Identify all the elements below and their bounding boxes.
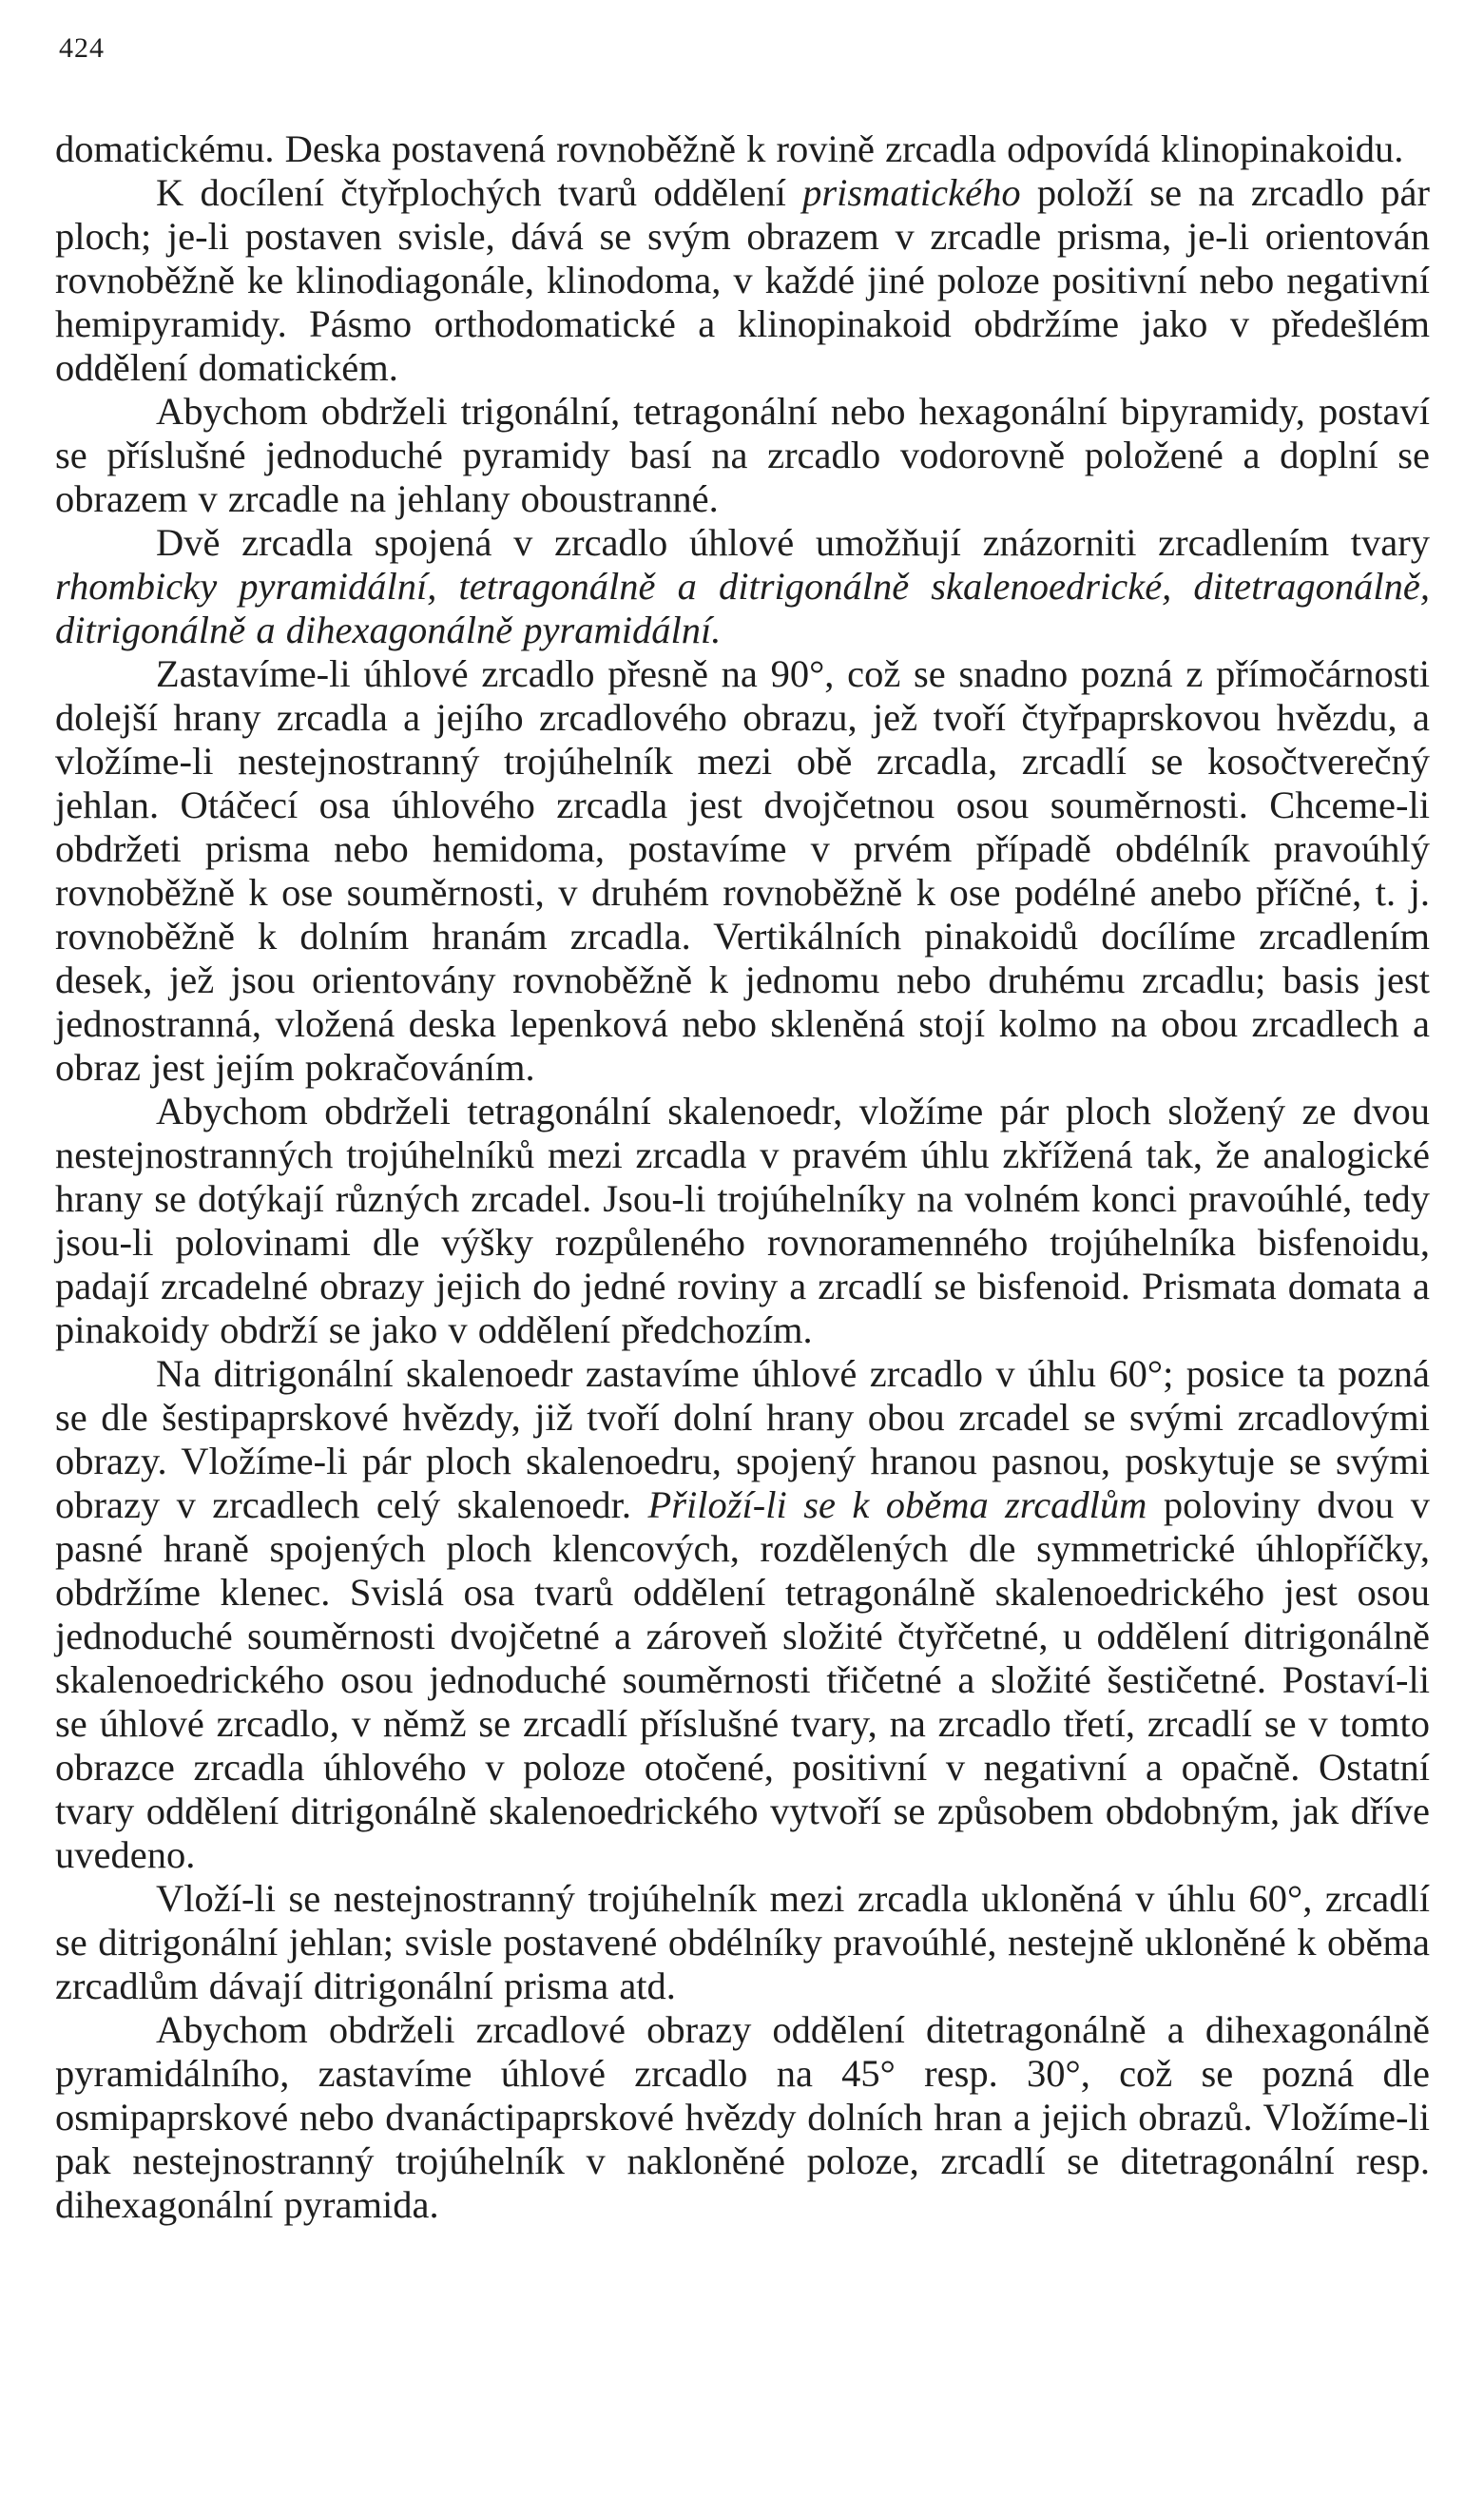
text-segment: Abychom obdrželi tetragonální skalenoedr, vložíme pár ploch složený ze dvou nestejnostranných trojúhelníků mezi zrcadla v pravém úhlu zkřížená tak, že analogické hrany se dotýkají různých zrcadel. Jsou-li trojúhelníky na volném konci pravoúhlé, tedy jsou-li polovinami dle výšky rozpůleného rovnoramenného trojúhelníka bisfenoidu, padají zrcadelné obrazy jejich do jedné roviny a zrcadlí se bisfenoid. Prismata domata a pinakoidy obdrží se jako v oddělení předchozím. xyxy=(55,1090,1430,1351)
text-segment: Dvě zrcadla spojená v zrcadlo úhlové umožňují znázorniti zrcadlením tvary xyxy=(156,521,1430,564)
italic-text-segment: Přiloží-li se k oběma zrcadlům xyxy=(647,1483,1147,1526)
page-number: 424 xyxy=(59,32,105,64)
paragraph xyxy=(55,521,1430,652)
italic-text-segment: prismatického xyxy=(802,171,1021,214)
paragraph xyxy=(55,1352,1430,1877)
paragraph xyxy=(55,652,1430,1090)
text-segment: Vloží-li se nestejnostranný trojúhelník mezi zrcadla ukloněná v úhlu 60°, zrcadlí se ditrigonální jehlan; svisle postavené obdélníky pravoúhlé, nestejně ukloněné k oběma zrcadlům dávají ditrigonální prisma atd. xyxy=(55,1877,1430,2007)
text-segment: položí se na zrcadlo pár ploch; je-li postaven svisle, dává se svým obrazem v zrcadle prisma, je-li orientován rovnoběžně ke klinodiagonále, klinodoma, v každé jiné poloze positivní nebo negativní hemipyramidy. Pásmo orthodomatické a klinopinakoid obdržíme jako v předešlém oddělení domatickém. xyxy=(55,171,1430,389)
body-text xyxy=(55,127,1430,2227)
text-segment: Abychom obdrželi trigonální, tetragonální nebo hexagonální bipyramidy, postaví se příslušné jednoduché pyramidy basí na zrcadlo vodorovně položené a doplní se obrazem v zrcadle na jehlany oboustranné. xyxy=(55,390,1430,520)
paragraph xyxy=(55,1090,1430,1352)
text-segment: Zastavíme-li úhlové zrcadlo přesně na 90°, což se snadno pozná z přímočárnosti dolejší hrany zrcadla a jejího zrcadlového obrazu, jež tvoří čtyřpaprskovou hvězdu, a vložíme-li nestejnostranný trojúhelník mezi obě zrcadla, zrcadlí se kosočtverečný jehlan. Otáčecí osa úhlového zrcadla jest dvojčetnou osou souměrnosti. Chceme-li obdržeti prisma nebo hemidoma, postavíme v prvém případě obdélník pravoúhlý rovnoběžně k ose souměrnosti, v druhém rovnoběžně k ose podélné anebo příčné, t. j. rovnoběžně k dolním hranám zrcadla. Vertikálních pinakoidů docílíme zrcadlením desek, jež jsou orientovány rovnoběžně k jednomu nebo druhému zrcadlu; basis jest jednostranná, vložená deska lepenková nebo skleněná stojí kolmo na obou zrcadlech a obraz jest jejím pokračováním. xyxy=(55,652,1430,1089)
text-segment: domatickému. Deska postavená rovnoběžně k rovině zrcadla odpovídá klinopinakoidu. xyxy=(55,127,1404,170)
paragraph xyxy=(55,390,1430,521)
text-segment: Na ditrigonální skalenoedr zastavíme úhlové zrcadlo v úhlu 60°; posice ta pozná se dle šestipaprskové hvězdy, již tvoří dolní hrany obou zrcadel se svými zrcadlovými obrazy. Vložíme-li pár ploch skalenoedru, spojený hranou pasnou, poskytuje se svými obrazy v zrcadlech celý skalenoedr. xyxy=(55,1352,1430,1526)
paragraph xyxy=(55,171,1430,390)
paragraph xyxy=(55,127,1430,171)
text-segment: Abychom obdrželi zrcadlové obrazy oddělení ditetragonálně a dihexagonálně pyramidálního, zastavíme úhlové zrcadlo na 45° resp. 30°, což se pozná dle osmipaprskové nebo dvanáctipaprskové hvězdy dolních hran a jejich obrazů. Vložíme-li pak nestejnostranný trojúhelník v nakloněné poloze, zrcadlí se ditetragonální resp. dihexagonální pyramida. xyxy=(55,2008,1430,2226)
text-segment: poloviny dvou v pasné hraně spojených ploch klencových, rozdělených dle symmetrické úhlopříčky, obdržíme klenec. Svislá osa tvarů oddělení tetragonálně skalenoedrického jest osou jednoduché souměrnosti dvojčetné a zároveň složité čtyřčetné, u oddělení ditrigonálně skalenoedrického osou jednoduché souměrnosti třičetné a složité šestičetné. Postaví-li se úhlové zrcadlo, v němž se zrcadlí příslušné tvary, na zrcadlo třetí, zrcadlí se v tomto obrazce zrcadla úhlového v poloze otočené, positivní v negativní a opačně. Ostatní tvary oddělení ditrigonálně skalenoedrického vytvoří se způsobem obdobným, jak dříve uvedeno. xyxy=(55,1483,1430,1876)
paragraph xyxy=(55,1877,1430,2008)
text-segment: K docílení čtyřplochých tvarů oddělení xyxy=(156,171,803,214)
italic-text-segment: rhombicky pyramidální, tetragonálně a ditrigonálně skalenoedrické, ditetragonálně, ditrigonálně a dihexagonálně pyramidální. xyxy=(55,565,1430,651)
paragraph xyxy=(55,2008,1430,2227)
